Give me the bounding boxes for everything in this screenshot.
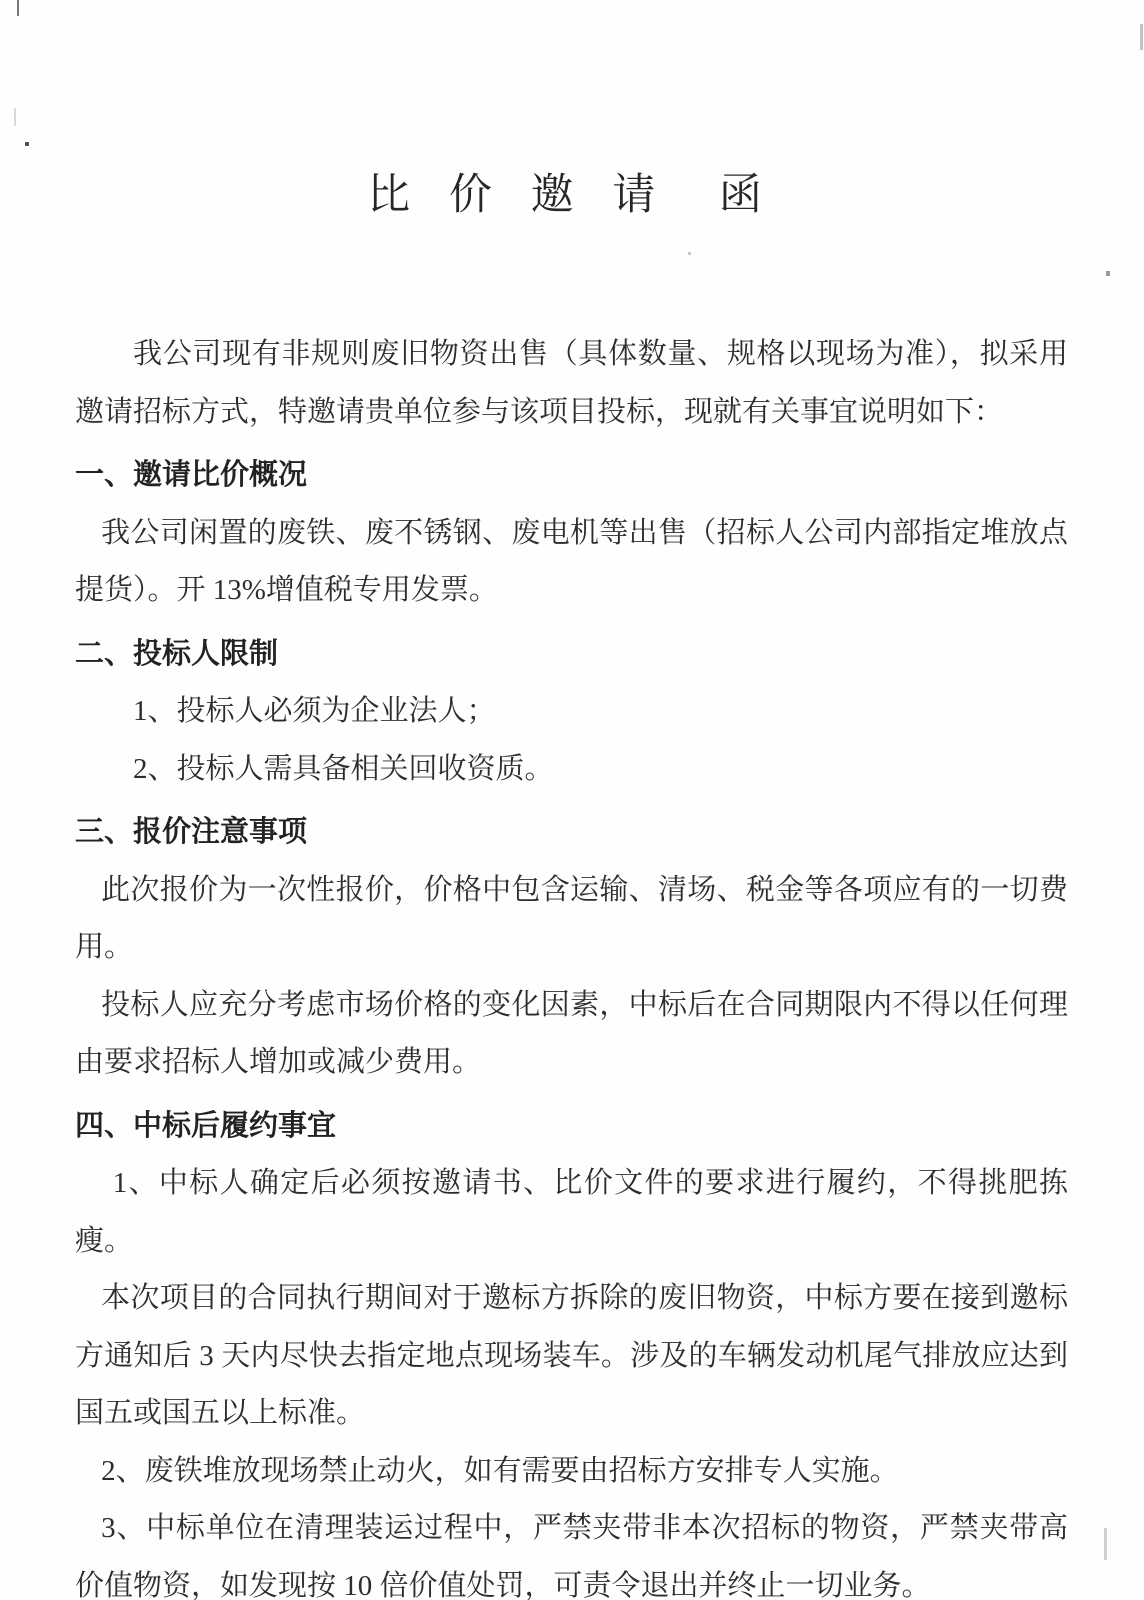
- section-3-paragraph-1: 此次报价为一次性报价，价格中包含运输、清场、税金等各项应有的一切费用。: [75, 873, 1068, 963]
- section-2-item-2: 2、投标人需具备相关回收资质。: [133, 752, 554, 785]
- section-4-item-2: 2、废铁堆放现场禁止动火，如有需要由招标方安排专人实施。: [101, 1454, 899, 1487]
- scan-artifact-left-speck: [25, 142, 29, 146]
- section-heading-2: 二、投标人限制: [75, 637, 279, 670]
- scan-artifact-top-right-line: [1140, 24, 1143, 50]
- scan-artifact-left-smudge: [14, 108, 16, 126]
- intro-paragraph: 我公司现有非规则废旧物资出售（具体数量、规格以现场为准），拟采用邀请招标方式，特邀请贵单位参与该项目投标，现就有关事宜说明如下：: [75, 338, 1068, 428]
- section-3-paragraph-2: 投标人应充分考虑市场价格的变化因素，中标后在合同期限内不得以任何理由要求招标人增加或减少费用。: [75, 988, 1068, 1078]
- scan-artifact-right-speck: [1106, 271, 1110, 276]
- section-heading-1: 一、邀请比价概况: [75, 459, 308, 491]
- page-title: 比 价 邀 请 函: [367, 172, 776, 219]
- section-4-item-1: 1、中标人确定后必须按邀请书、比价文件的要求进行履约，不得挑肥拣瘦。: [75, 1167, 1068, 1257]
- scan-artifact-bottom-right-line: [1104, 1528, 1107, 1560]
- section-4-paragraph: 本次项目的合同执行期间对于邀标方拆除的废旧物资，中标方要在接到邀标方通知后 3 天内尽快去指定地点现场装车。涉及的车辆发动机尾气排放应达到国五或国五以上标准。: [75, 1282, 1068, 1429]
- document-body: [75, 0, 1068, 1600]
- section-heading-3: 三、报价注意事项: [75, 816, 308, 848]
- section-2-item-1: 1、投标人必须为企业法人；: [133, 695, 496, 727]
- scan-artifact-top-left-line: [17, 0, 19, 16]
- section-heading-4: 四、中标后履约事宜: [75, 1109, 337, 1142]
- section-4-item-3: 3、中标单位在清理装运过程中，严禁夹带非本次招标的物资，严禁夹带高价值物资，如发现按 10 倍价值处罚，可责令退出并终止一切业务。: [75, 1512, 1068, 1600]
- section-1-paragraph: 我公司闲置的废铁、废不锈钢、废电机等出售（招标人公司内部指定堆放点提货）。开 13%增值税专用发票。: [75, 516, 1068, 606]
